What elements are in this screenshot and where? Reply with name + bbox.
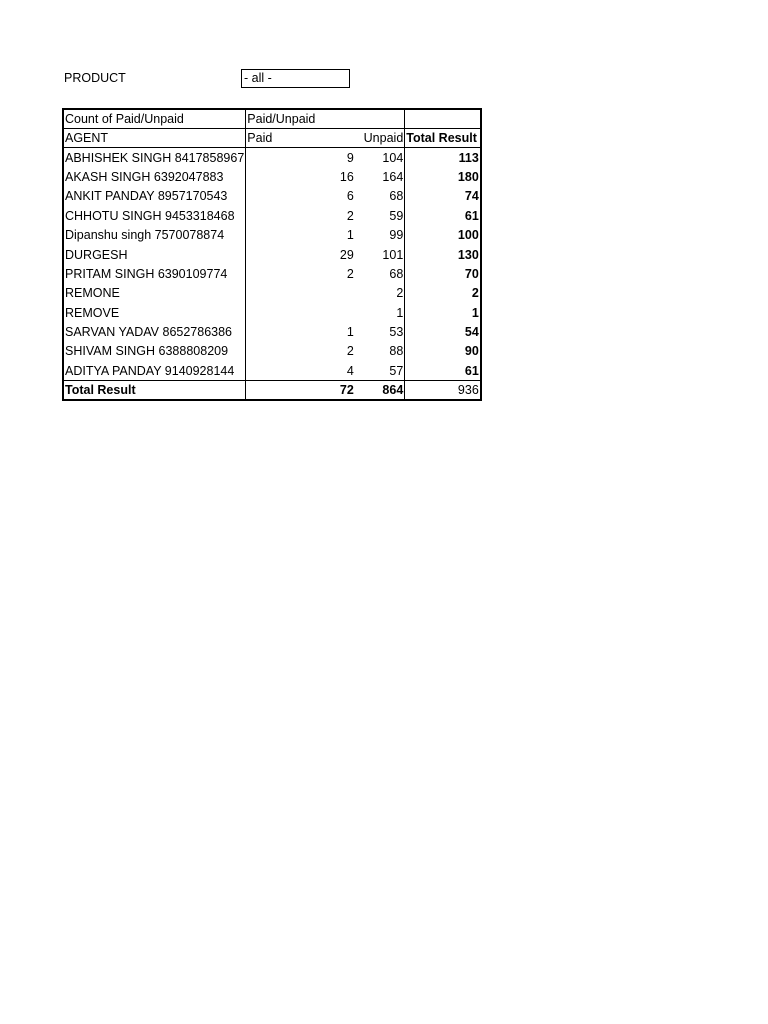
- unpaid-count-cell: 88: [355, 342, 405, 361]
- row-total-cell: 1: [405, 303, 481, 322]
- row-total-cell: 74: [405, 187, 481, 206]
- paid-count-cell: [246, 284, 355, 303]
- pivot-header-blank: [355, 109, 405, 129]
- col-header-total: Total Result: [405, 129, 481, 148]
- grand-total-unpaid: 864: [355, 381, 405, 401]
- agent-name-cell[interactable]: DURGESH: [63, 245, 246, 264]
- paid-count-cell: 1: [346, 228, 354, 243]
- table-row: [63, 245, 481, 264]
- unpaid-count-cell: 68: [355, 187, 405, 206]
- agent-name-cell[interactable]: SARVAN YADAV 8652786386: [63, 322, 246, 341]
- grand-total-paid: 72: [246, 381, 355, 401]
- agent-name-cell[interactable]: ABHISHEK SINGH 8417858967: [63, 148, 246, 167]
- unpaid-count-cell: 59: [355, 206, 405, 225]
- unpaid-count-cell: 1: [355, 303, 405, 322]
- table-row: [63, 303, 481, 322]
- agent-name-cell[interactable]: REMONE: [63, 284, 246, 303]
- agent-name-cell[interactable]: ADITYA PANDAY 9140928144: [63, 361, 246, 380]
- agent-name-cell[interactable]: CHHOTU SINGH 9453318468: [63, 206, 246, 225]
- row-total-cell: 130: [405, 245, 481, 264]
- unpaid-count-cell: 164: [355, 167, 405, 186]
- agent-name-cell[interactable]: AKASH SINGH 6392047883: [63, 167, 246, 186]
- agent-name-cell[interactable]: ANKIT PANDAY 8957170543: [63, 187, 246, 206]
- grand-total-row: [63, 381, 481, 401]
- paid-count-cell: 1: [346, 325, 354, 340]
- unpaid-count-cell: 2: [355, 284, 405, 303]
- table-row: [63, 148, 481, 167]
- agent-name-cell[interactable]: PRITAM SINGH 6390109774: [63, 264, 246, 283]
- paid-count-cell: 29: [339, 247, 354, 262]
- table-row: [63, 206, 481, 225]
- table-row: [63, 187, 481, 206]
- product-filter-dropdown[interactable]: - all -: [241, 69, 350, 88]
- pivot-header-row-2: [63, 129, 481, 148]
- row-total-cell: 113: [405, 148, 481, 167]
- paid-count-cell: 2: [346, 266, 354, 281]
- unpaid-count-cell: 99: [355, 225, 405, 244]
- unpaid-count-cell: 57: [355, 361, 405, 380]
- paid-count-cell: 9: [346, 150, 354, 165]
- paid-count-cell: [246, 303, 355, 322]
- pivot-row-field-button[interactable]: AGENT: [63, 129, 246, 148]
- grand-total-value: 936: [405, 381, 481, 401]
- unpaid-count-cell: 68: [355, 264, 405, 283]
- col-header-paid: Paid: [246, 129, 355, 148]
- table-row: [63, 284, 481, 303]
- row-total-cell: 61: [405, 361, 481, 380]
- row-total-cell: 70: [405, 264, 481, 283]
- pivot-table: [62, 108, 482, 401]
- product-filter-label: PRODUCT: [64, 71, 126, 85]
- table-row: [63, 361, 481, 380]
- paid-count-cell: 2: [346, 208, 354, 223]
- unpaid-count-cell: 104: [355, 148, 405, 167]
- paid-count-cell: 2: [346, 344, 354, 359]
- table-row: [63, 167, 481, 186]
- col-header-unpaid: Unpaid: [355, 129, 405, 148]
- unpaid-count-cell: 101: [355, 245, 405, 264]
- table-row: [63, 264, 481, 283]
- row-total-cell: 2: [405, 284, 481, 303]
- table-row: [63, 225, 481, 244]
- row-total-cell: 180: [405, 167, 481, 186]
- paid-count-cell: 6: [346, 189, 354, 204]
- table-row: [63, 322, 481, 341]
- paid-count-cell: 16: [339, 169, 354, 184]
- row-total-cell: 100: [405, 225, 481, 244]
- paid-count-cell: 4: [346, 363, 354, 378]
- unpaid-count-cell: 53: [355, 322, 405, 341]
- pivot-header-blank-2: [405, 109, 481, 129]
- agent-name-cell[interactable]: SHIVAM SINGH 6388808209: [63, 342, 246, 361]
- table-row: [63, 342, 481, 361]
- pivot-data-field-label: Count of Paid/Unpaid: [63, 109, 246, 129]
- row-total-cell: 54: [405, 322, 481, 341]
- row-total-cell: 90: [405, 342, 481, 361]
- row-total-cell: 61: [405, 206, 481, 225]
- agent-name-cell[interactable]: REMOVE: [63, 303, 246, 322]
- agent-name-cell[interactable]: Dipanshu singh 7570078874: [63, 225, 246, 244]
- pivot-column-field-button[interactable]: Paid/Unpaid: [246, 109, 355, 129]
- pivot-header-row-1: [63, 109, 481, 129]
- grand-total-label: Total Result: [63, 381, 246, 401]
